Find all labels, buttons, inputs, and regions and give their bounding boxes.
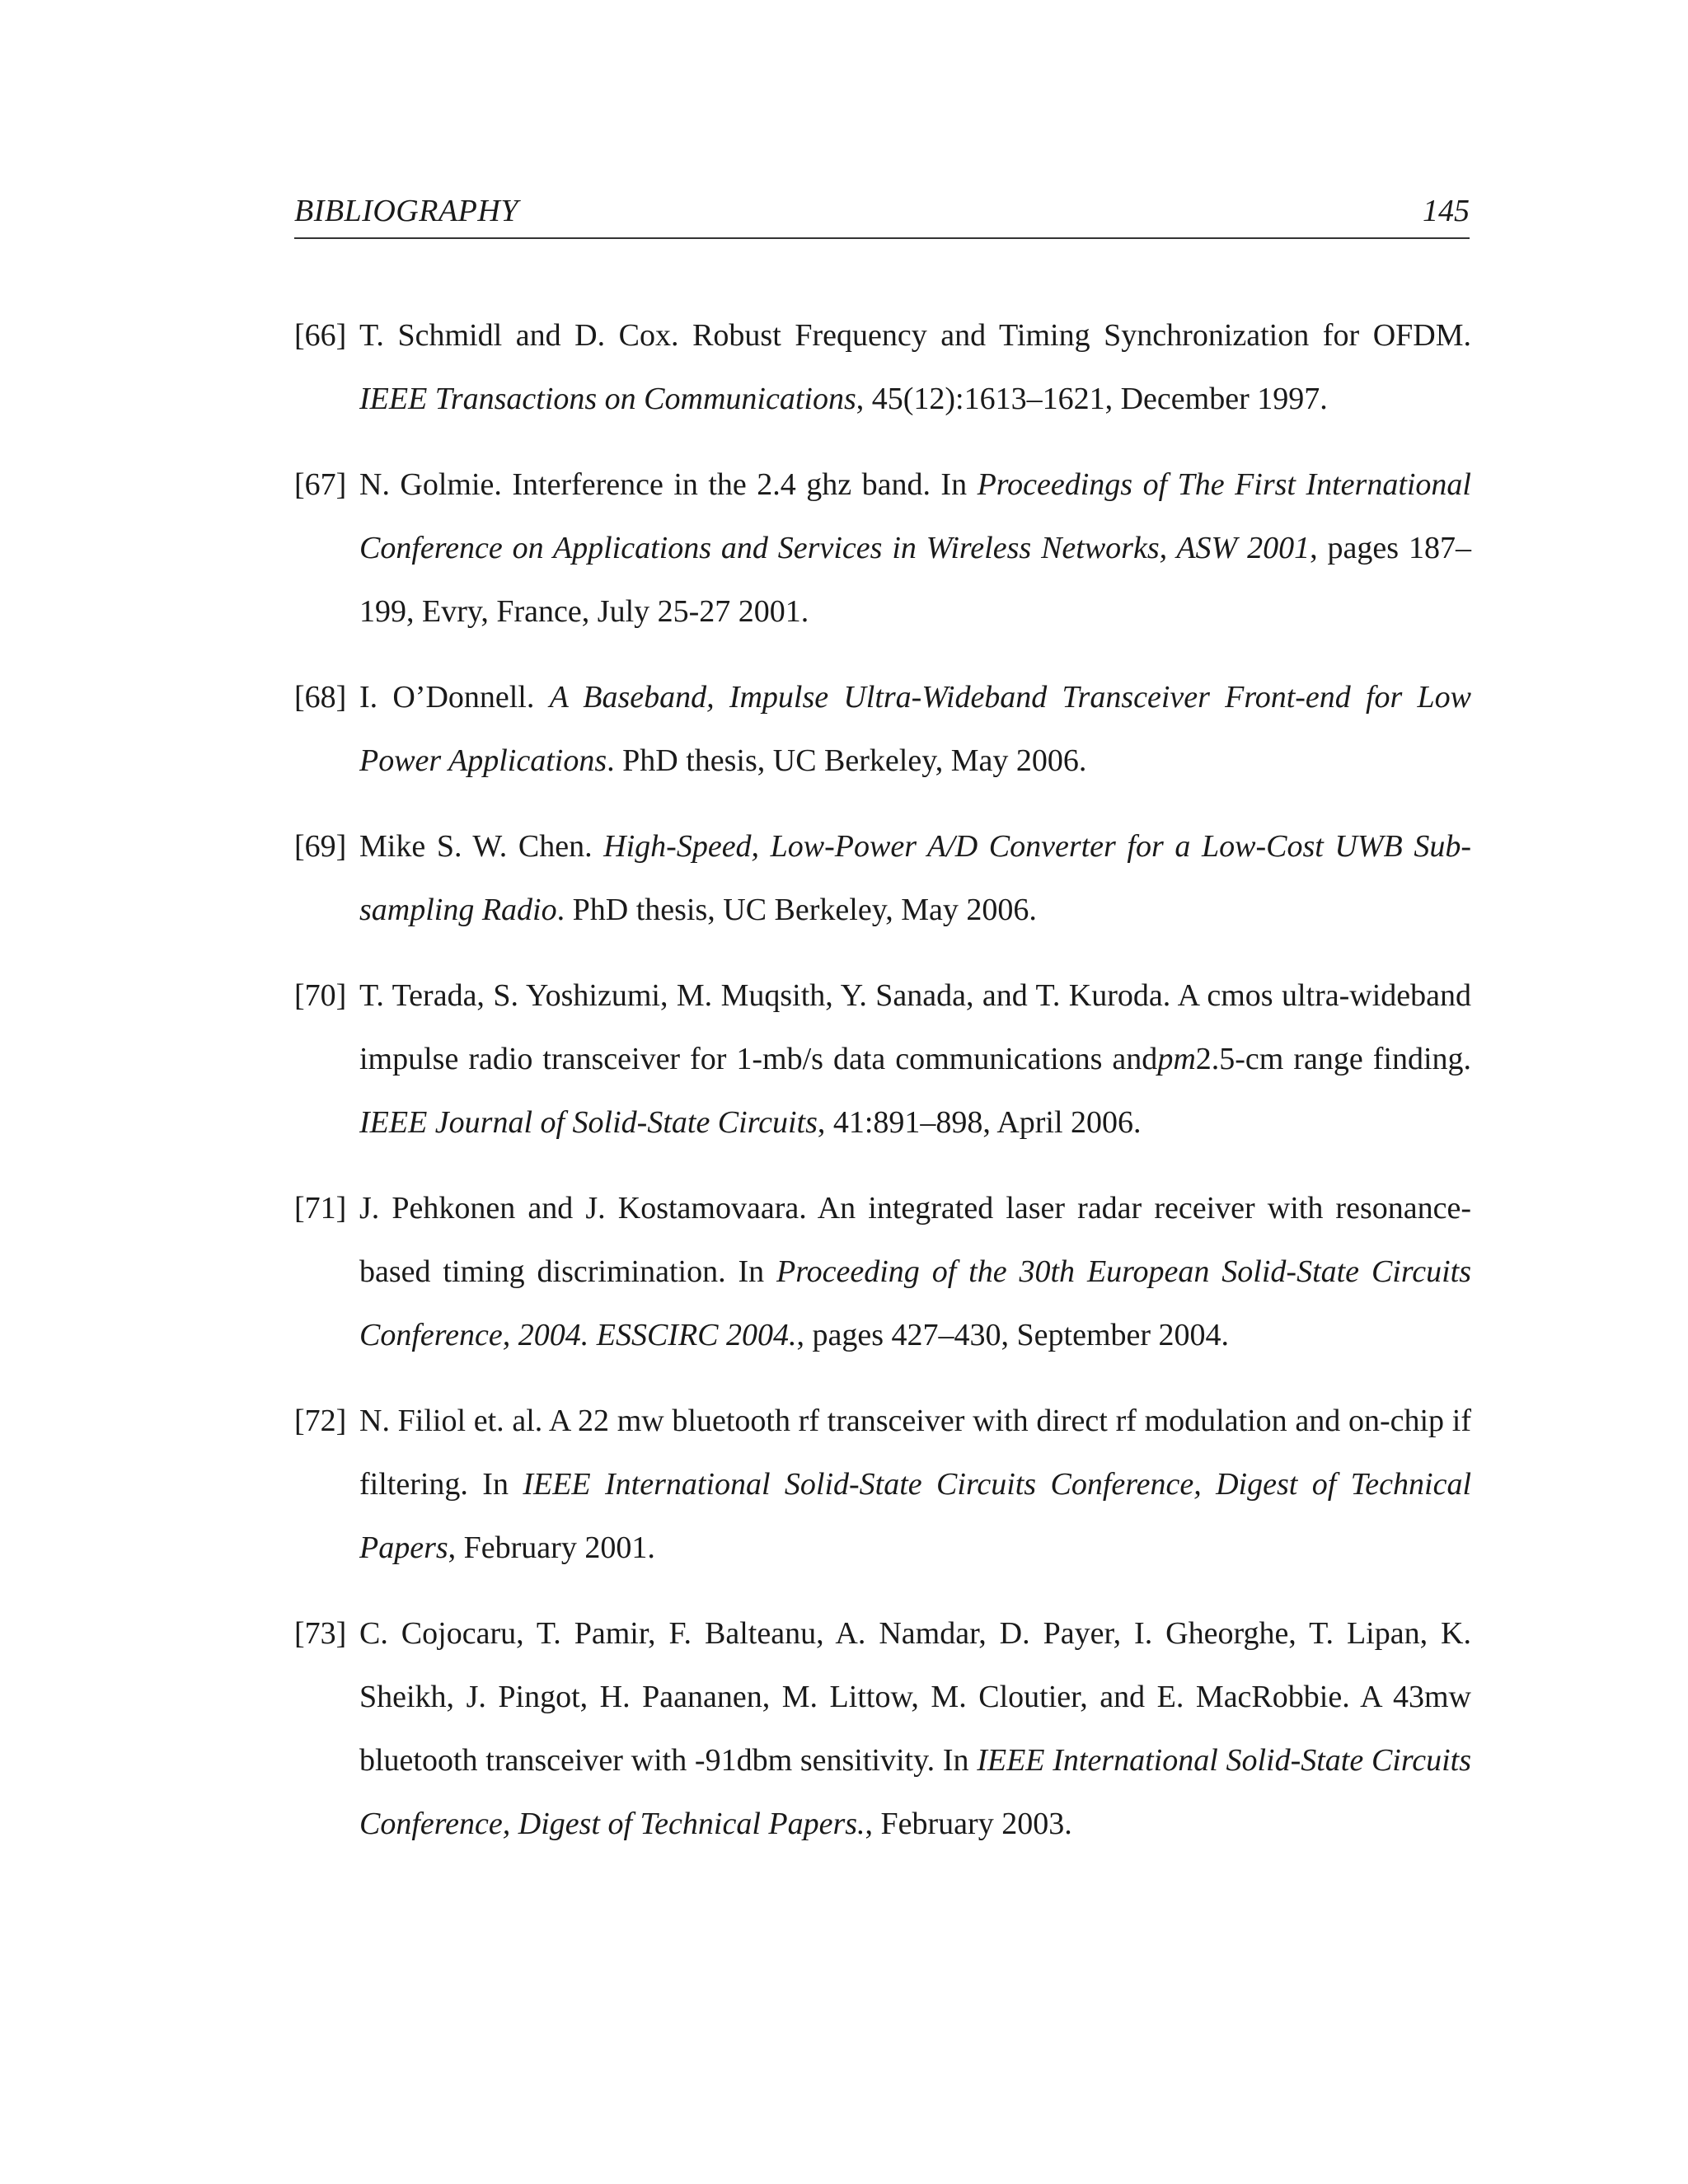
reference-segment: Mike S. W. Chen.	[359, 829, 604, 864]
reference-segment: , 45(12):1613–1621, December 1997.	[856, 382, 1328, 416]
reference-entry	[294, 964, 1471, 1155]
reference-segment: T. Terada, S. Yoshizumi, M. Muqsith, Y. Sanada, and T. Kuroda. A cmos ultra-wideband impulse radio transceiver for 1-mb/s data communications and	[359, 978, 1471, 1076]
reference-italic-segment: IEEE International Solid-State Circuits Conference, Digest of Technical Papers	[359, 1467, 1471, 1565]
reference-segment: 2.5-cm range finding.	[1195, 1042, 1472, 1076]
reference-entry	[294, 666, 1471, 793]
reference-number: [72]	[294, 1404, 347, 1438]
reference-segment: , 41:891–898, April 2006.	[817, 1105, 1142, 1140]
reference-number: [73]	[294, 1616, 347, 1651]
reference-text	[359, 815, 1471, 942]
reference-entry	[294, 304, 1471, 431]
reference-entry	[294, 1390, 1471, 1580]
reference-italic-segment: A Baseband, Impulse Ultra-Wideband Transceiver Front-end for Low Power Applications	[359, 680, 1471, 778]
header-title: BIBLIOGRAPHY	[294, 194, 518, 228]
reference-text	[359, 1177, 1471, 1367]
reference-number: [71]	[294, 1191, 347, 1226]
reference-segment: T. Schmidl and D. Cox. Robust Frequency and Timing Synchronization for OFDM.	[359, 318, 1471, 353]
reference-italic-segment: Proceeding of the 30th European Solid-State Circuits Conference, 2004. ESSCIRC 2004.	[359, 1254, 1471, 1352]
reference-italic-segment: Proceedings of The First International Conference on Applications and Services in Wireless Networks, ASW 2001	[359, 467, 1471, 565]
reference-segment: , pages 427–430, September 2004.	[796, 1318, 1230, 1352]
reference-segment: , February 2001.	[448, 1530, 655, 1565]
reference-text	[359, 1602, 1471, 1856]
reference-italic-segment: IEEE Journal of Solid-State Circuits	[359, 1105, 818, 1140]
reference-segment: N. Filiol et. al. A 22 mw bluetooth rf transceiver with direct rf modulation and on-chip if filtering. In	[359, 1404, 1471, 1502]
reference-number: [70]	[294, 978, 347, 1013]
reference-number: [67]	[294, 467, 347, 502]
reference-segment: C. Cojocaru, T. Pamir, F. Balteanu, A. Namdar, D. Payer, I. Gheorghe, T. Lipan, K. Sheikh, J. Pingot, H. Paananen, M. Littow, M. Cloutier, and E. MacRobbie. A 43mw bluetooth transceiver with -91dbm sensitivity. In	[359, 1616, 1471, 1778]
reference-entry	[294, 815, 1471, 942]
reference-number: [69]	[294, 829, 347, 864]
reference-number: [66]	[294, 318, 347, 353]
reference-segment: , pages 187–199, Evry, France, July 25-27 2001.	[359, 531, 1471, 629]
reference-entry	[294, 1177, 1471, 1367]
reference-italic-segment: IEEE Transactions on Communications	[359, 382, 856, 416]
running-header	[294, 191, 1470, 239]
reference-segment: I. O’Donnell.	[359, 680, 550, 715]
reference-number: [68]	[294, 680, 347, 715]
reference-entry	[294, 453, 1471, 644]
reference-italic-segment: High-Speed, Low-Power A/D Converter for a Low-Cost UWB Sub-sampling Radio	[359, 829, 1471, 927]
reference-segment: J. Pehkonen and J. Kostamovaara. An integrated laser radar receiver with resonance-based timing discrimination. In	[359, 1191, 1471, 1289]
reference-entry	[294, 1602, 1471, 1856]
reference-segment: N. Golmie. Interference in the 2.4 ghz band. In	[359, 467, 978, 502]
page-number: 145	[1423, 194, 1470, 228]
reference-italic-segment: IEEE International Solid-State Circuits Conference, Digest of Technical Papers.	[359, 1743, 1472, 1841]
reference-text	[359, 304, 1471, 431]
reference-italic-segment: pm	[1157, 1042, 1196, 1076]
reference-segment: . PhD thesis, UC Berkeley, May 2006.	[556, 893, 1037, 927]
reference-list	[294, 304, 1471, 1878]
reference-text	[359, 453, 1471, 644]
reference-text	[359, 666, 1471, 793]
reference-segment: . PhD thesis, UC Berkeley, May 2006.	[607, 743, 1087, 778]
reference-segment: , February 2003.	[865, 1807, 1072, 1841]
reference-text	[359, 1390, 1471, 1580]
reference-text	[359, 964, 1471, 1155]
